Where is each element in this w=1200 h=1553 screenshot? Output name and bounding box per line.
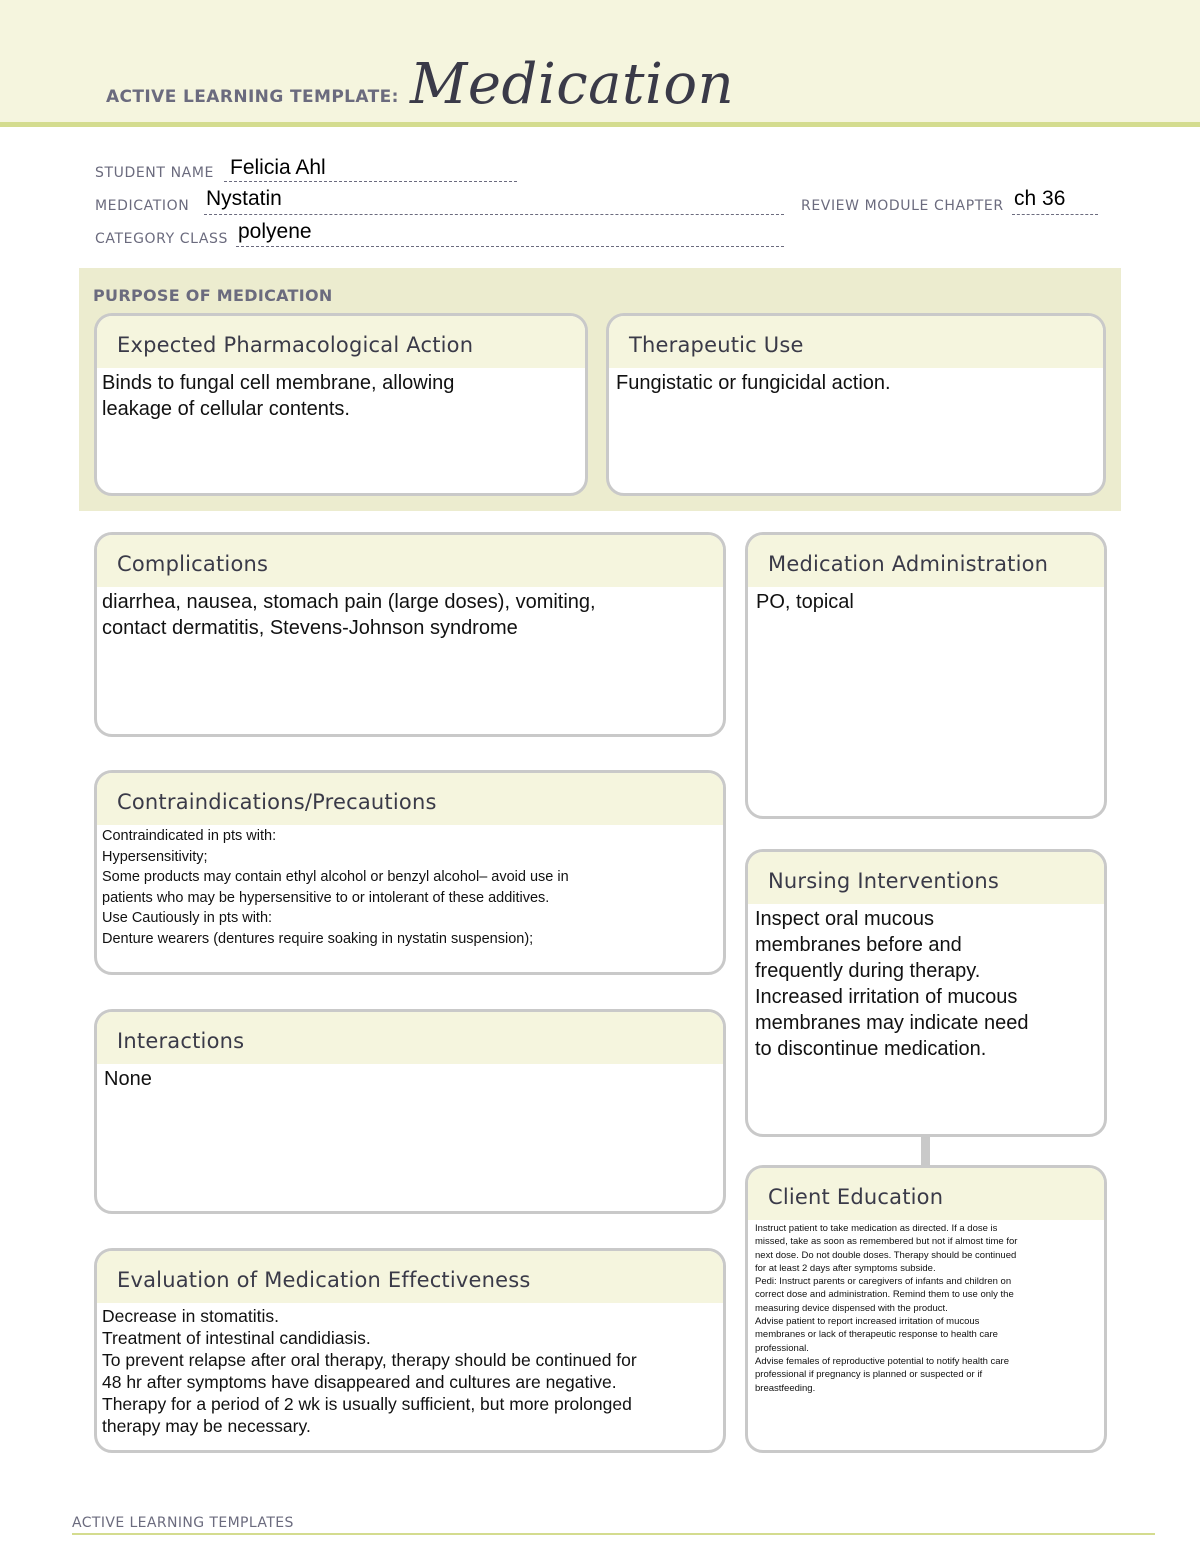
- text-line: membranes before and: [755, 934, 962, 956]
- text-line: Contraindicated in pts with:: [102, 828, 277, 844]
- text-line: Treatment of intestinal candidiasis.: [102, 1328, 371, 1348]
- nursing-text[interactable]: [748, 904, 1104, 1062]
- text-line: measuring device dispensed with the product.: [755, 1302, 948, 1314]
- text-line: Use Cautiously in pts with:: [102, 910, 273, 926]
- text-line: for at least 2 days after symptoms subside.: [755, 1262, 936, 1274]
- purpose-title: PURPOSE OF MEDICATION: [93, 286, 333, 305]
- therapeutic-use-card: [606, 313, 1106, 496]
- expected-action-text[interactable]: [97, 368, 585, 422]
- text-line: to discontinue medication.: [755, 1038, 987, 1060]
- medication-label: MEDICATION: [95, 198, 190, 214]
- footer-label: ACTIVE LEARNING TEMPLATES: [72, 1515, 294, 1531]
- client-education-text[interactable]: [748, 1220, 1104, 1395]
- complications-heading: Complications: [97, 535, 723, 587]
- interactions-text[interactable]: [97, 1064, 723, 1092]
- text-line: Inspect oral mucous: [755, 908, 934, 930]
- text-line: professional if pregnancy is planned or suspected or if: [755, 1369, 983, 1381]
- medication-field[interactable]: Nystatin: [206, 187, 282, 210]
- student-name-line: [224, 181, 517, 182]
- review-module-label: REVIEW MODULE CHAPTER: [801, 198, 1004, 214]
- interactions-card: [94, 1009, 726, 1214]
- text-line: leakage of cellular contents.: [102, 398, 350, 420]
- text-line: Advise females of reproductive potential to notify health care: [755, 1355, 1010, 1367]
- text-line: Some products may contain ethyl alcohol or benzyl alcohol– avoid use in: [102, 869, 569, 885]
- text-line: missed, take as soon as remembered but not if almost time for: [755, 1236, 1018, 1248]
- text-line: To prevent relapse after oral therapy, therapy should be continued for: [102, 1350, 637, 1370]
- header-rule: [0, 122, 1200, 127]
- text-line: Hypersensitivity;: [102, 848, 208, 865]
- therapeutic-use-text[interactable]: [609, 368, 1103, 396]
- nursing-card: [745, 849, 1107, 1137]
- text-line: correct dose and administration. Remind them to use only the: [755, 1289, 1014, 1301]
- interactions-heading: Interactions: [97, 1012, 723, 1064]
- text-line: patients who may be hypersensitive to or intolerant of these additives.: [102, 889, 550, 906]
- text-line: membranes may indicate need: [755, 1012, 1029, 1034]
- text-line: breastfeeding.: [755, 1382, 816, 1394]
- text-line: Denture wearers (dentures require soaking in nystatin suspension);: [102, 930, 534, 947]
- footer-rule: [72, 1533, 1155, 1535]
- client-education-heading: Client Education: [748, 1168, 1104, 1220]
- therapeutic-use-heading: Therapeutic Use: [609, 316, 1103, 368]
- text-line: Therapy for a period of 2 wk is usually sufficient, but more prolonged: [102, 1394, 632, 1414]
- card-connector: [921, 1136, 930, 1166]
- text-line: professional.: [755, 1342, 809, 1354]
- text-line: Increased irritation of mucous: [755, 986, 1018, 1008]
- student-name-label: STUDENT NAME: [95, 165, 214, 181]
- student-name-field[interactable]: Felicia Ahl: [230, 156, 326, 179]
- text-line: None: [104, 1068, 152, 1090]
- page-title: Medication: [410, 52, 735, 117]
- text-line: Binds to fungal cell membrane, allowing: [102, 372, 455, 394]
- text-line: contact dermatitis, Stevens-Johnson syndrome: [102, 617, 518, 639]
- contraindications-heading: Contraindications/Precautions: [97, 773, 723, 825]
- contraindications-card: [94, 770, 726, 975]
- administration-text[interactable]: [748, 587, 1104, 615]
- contraindications-text[interactable]: [97, 825, 723, 949]
- category-class-line: [236, 246, 784, 247]
- text-line: membranes or lack of therapeutic response to health care: [755, 1329, 998, 1341]
- expected-action-card: [94, 313, 588, 496]
- text-line: PO, topical: [756, 591, 854, 613]
- text-line: Instruct patient to take medication as directed. If a dose is: [755, 1223, 998, 1234]
- text-line: next dose. Do not double doses. Therapy should be continued: [755, 1249, 1017, 1261]
- evaluation-heading: Evaluation of Medication Effectiveness: [97, 1251, 723, 1303]
- review-module-line: [1012, 214, 1098, 215]
- expected-action-heading: Expected Pharmacological Action: [97, 316, 585, 368]
- text-line: Decrease in stomatitis.: [102, 1306, 280, 1326]
- category-class-label: CATEGORY CLASS: [95, 231, 229, 247]
- template-label: ACTIVE LEARNING TEMPLATE:: [106, 87, 399, 107]
- text-line: Advise patient to report increased irritation of mucous: [755, 1316, 980, 1328]
- client-education-card: [745, 1165, 1107, 1453]
- category-class-field[interactable]: polyene: [238, 220, 312, 243]
- text-line: Fungistatic or fungicidal action.: [616, 372, 891, 394]
- complications-text[interactable]: [97, 587, 723, 641]
- text-line: 48 hr after symptoms have disappeared and cultures are negative.: [102, 1372, 617, 1392]
- nursing-heading: Nursing Interventions: [748, 852, 1104, 904]
- administration-card: [745, 532, 1107, 819]
- text-line: therapy may be necessary.: [102, 1416, 311, 1436]
- text-line: frequently during therapy.: [755, 960, 981, 982]
- text-line: diarrhea, nausea, stomach pain (large doses), vomiting,: [102, 591, 596, 613]
- complications-card: [94, 532, 726, 737]
- evaluation-text[interactable]: [97, 1303, 723, 1437]
- administration-heading: Medication Administration: [748, 535, 1104, 587]
- review-module-field[interactable]: ch 36: [1014, 187, 1066, 210]
- text-line: Pedi: Instruct parents or caregivers of infants and children on: [755, 1276, 1012, 1288]
- evaluation-card: [94, 1248, 726, 1453]
- medication-line: [204, 214, 784, 215]
